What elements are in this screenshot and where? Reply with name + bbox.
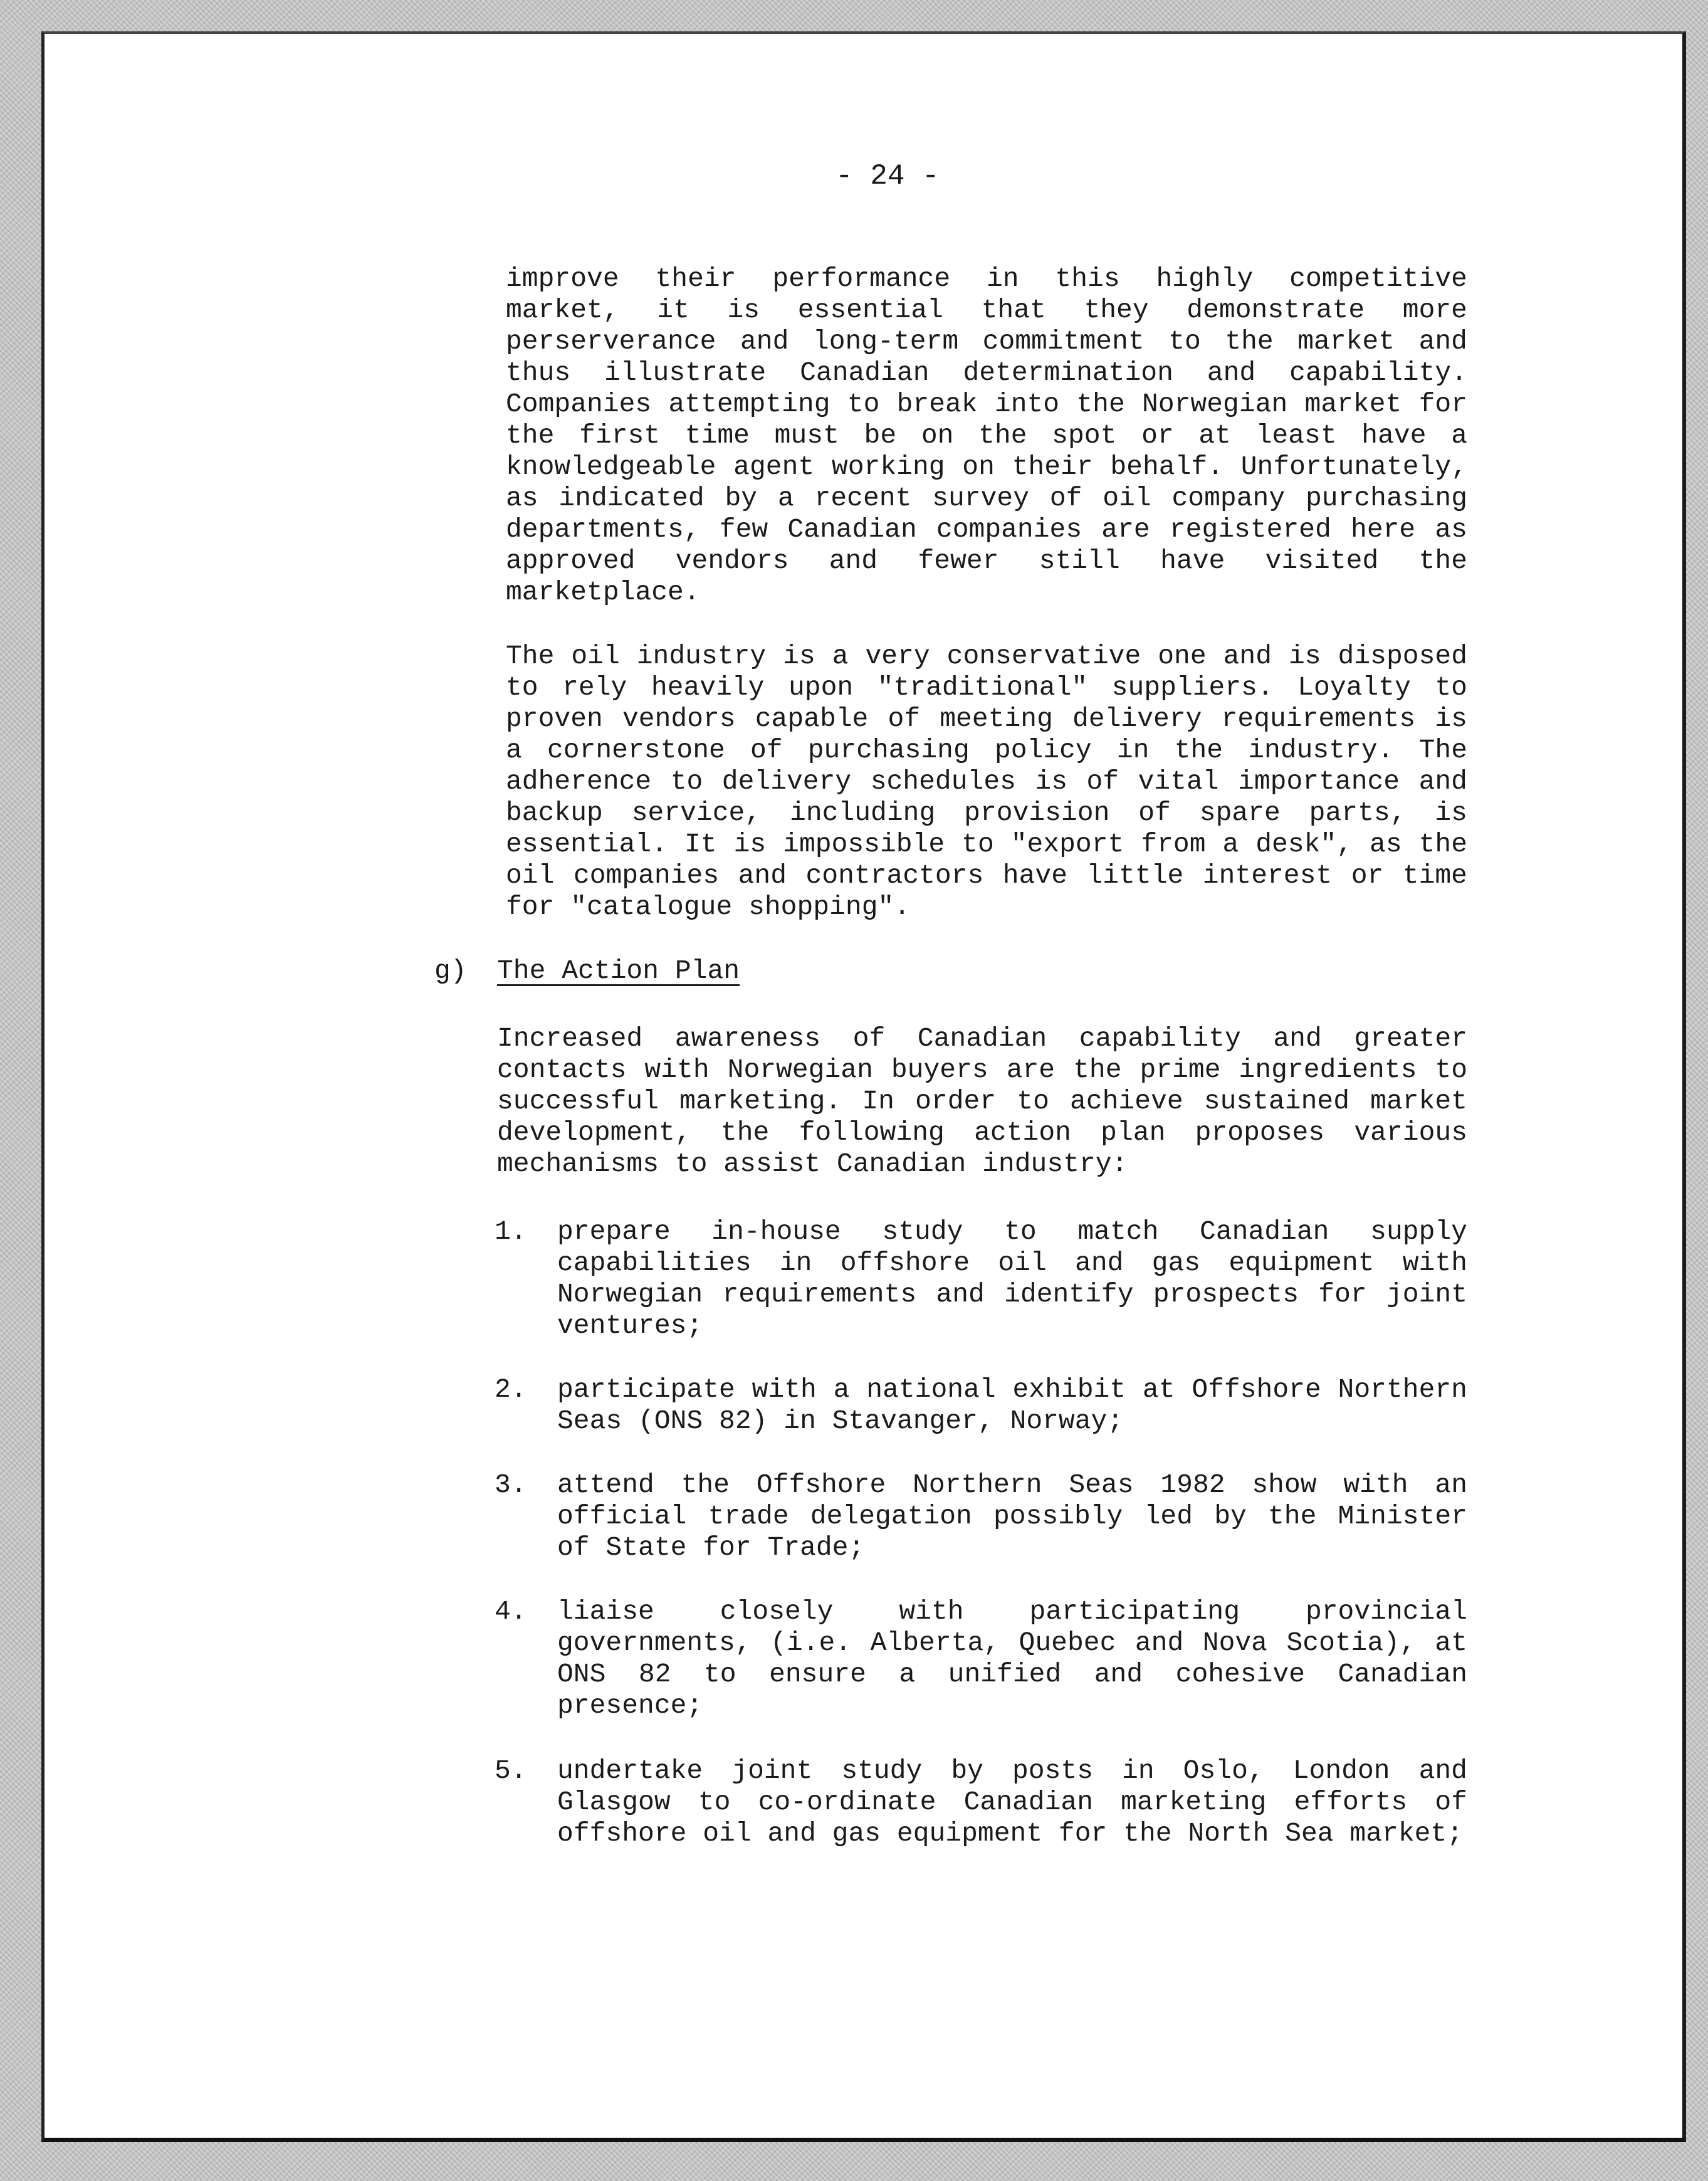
list-item-number: 5. — [495, 1755, 527, 1786]
body-paragraph — [506, 263, 1467, 608]
paragraph-text: improve their performance in this highly competitive market, it is essential that they demonstrate more perserverance and long-term commitment to the market and thus illustrate Canadian determination and capability. Companies attempting to break into the Norwegian market for the first time must be on the spot or at least have a knowledgeable agent working on their behalf. Unfortunately, as indicated by a recent survey of oil company purchasing departments, few Canadian companies are registered here as approved vendors and fewer still have visited the marketplace. — [506, 263, 1467, 607]
list-item — [495, 1374, 1467, 1437]
list-item-text: participate with a national exhibit at Offshore Northern Seas (ONS 82) in Stavanger, Norway; — [557, 1374, 1467, 1436]
list-item-number: 1. — [495, 1216, 527, 1247]
list-item — [495, 1216, 1467, 1342]
page-number: - 24 - — [836, 160, 940, 192]
list-item-text: undertake joint study by posts in Oslo, London and Glasgow to co-ordinate Canadian marketing efforts of offshore oil and gas equipment for the North Sea market; — [557, 1755, 1467, 1849]
list-item — [495, 1755, 1467, 1881]
list-item-text: attend the Offshore Northern Seas 1982 show with an official trade delegation possibly led by the Minister of State for Trade; — [557, 1469, 1467, 1563]
list-item-number: 2. — [495, 1374, 527, 1405]
section-title: The Action Plan — [497, 955, 740, 986]
list-item — [495, 1596, 1467, 1721]
section-letter: g) — [434, 955, 467, 986]
section-intro — [497, 1023, 1467, 1180]
section-heading — [434, 955, 1437, 987]
document-page — [41, 31, 1686, 2142]
list-item-number: 3. — [495, 1469, 527, 1500]
paragraph-text: Increased awareness of Canadian capability and greater contacts with Norwegian buyers are the prime ingredients to successful marketing. In order to achieve sustained market development, the following action plan proposes various mechanisms to assist Canadian industry: — [497, 1023, 1467, 1179]
list-item-text: liaise closely with participating provincial governments, (i.e. Alberta, Quebec and Nova Scotia), at ONS 82 to ensure a unified and cohesive Canadian presence; — [557, 1596, 1467, 1721]
list-item-number: 4. — [495, 1596, 527, 1627]
body-paragraph — [506, 641, 1467, 923]
list-item — [495, 1469, 1467, 1563]
paragraph-text: The oil industry is a very conservative one and is disposed to rely heavily upon "traditional" suppliers. Loyalty to proven vendors capable of meeting delivery requirements is a cornerstone of purchasing policy in the industry. The adherence to delivery schedules is of vital importance and backup service, including provision of spare parts, is essential. It is impossible to "export from a desk", as the oil companies and contractors have little interest or time for "catalogue shopping". — [506, 641, 1467, 922]
list-item-text: prepare in-house study to match Canadian supply capabilities in offshore oil and gas equipment with Norwegian requirements and identify prospects for joint ventures; — [557, 1216, 1467, 1341]
